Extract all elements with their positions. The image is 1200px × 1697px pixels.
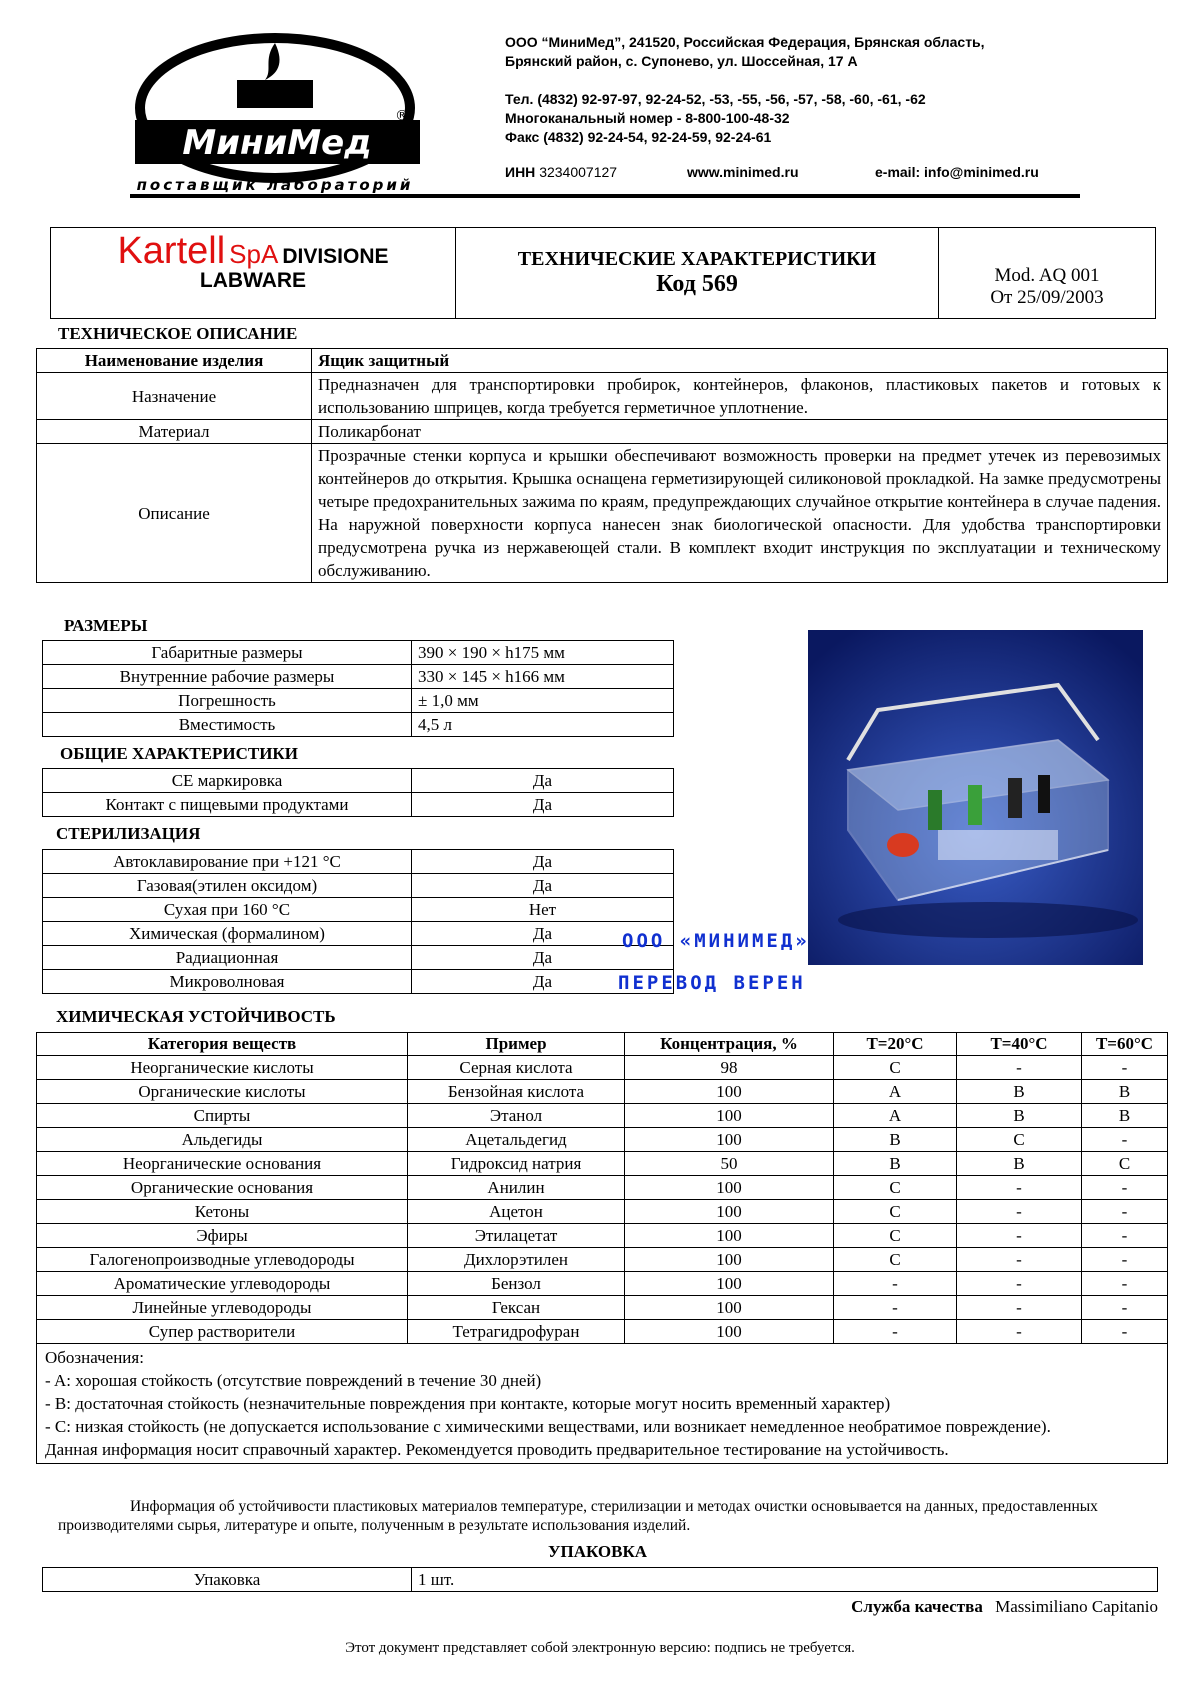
table-row (43, 769, 674, 793)
table-cell: B (834, 1128, 957, 1152)
table-cell: Этанол (408, 1104, 625, 1128)
table-cell: Гидроксид натрия (408, 1152, 625, 1176)
table-row (37, 1272, 1168, 1296)
brand-cell (51, 228, 456, 319)
inn-label: ИНН (505, 164, 536, 180)
table-cell: B (957, 1104, 1082, 1128)
table-row (43, 946, 674, 970)
general-table (42, 768, 674, 817)
table-cell: 100 (625, 1128, 834, 1152)
table-cell: - (1082, 1056, 1168, 1080)
mod-date: От 25/09/2003 (990, 287, 1104, 308)
product-photo (808, 630, 1143, 965)
table-cell: A (834, 1080, 957, 1104)
table-cell: - (957, 1248, 1082, 1272)
material-label: Материал (37, 420, 312, 444)
info-note: Информация об устойчивости пластиковых материалов температуре, стерилизации и методах очистки основывается на данных, предоставленных производителями сырья, литературе и опыте, полученным в результате использования изделий. (58, 1498, 1098, 1534)
table-cell: B (1082, 1080, 1168, 1104)
table-cell: - (957, 1224, 1082, 1248)
steril-label: Газовая(этилен оксидом) (43, 874, 412, 898)
company-contacts (505, 90, 926, 147)
table-cell: - (957, 1272, 1082, 1296)
description-value: Прозрачные стенки корпуса и крышки обеспечивают возможность проверки на предмет утечек из перевозимых контейнеров до открытия. Крышка оснащена герметизирующей силиконовой прокладкой. На замке предусмотрены четыре предохранительных зажима по краям, предупреждающих случайное открытие контейнера в случае падения. На наружной поверхности корпуса нанесен знак биологической опасности. Для удобства транспортировки предусмотрена ручка из нержавеющей стали. В комплект входит инструкция по эксплуатации и техническому обслуживанию. (312, 444, 1168, 583)
material-value: Поликарбонат (312, 420, 1168, 444)
table-cell: Неорганические основания (37, 1152, 408, 1176)
table-cell: B (957, 1080, 1082, 1104)
steril-value: Нет (412, 898, 674, 922)
inn-value: 3234007127 (539, 164, 618, 180)
brand-labware: LABWARE (199, 269, 307, 292)
dim-value: 390 × 190 × h175 мм (412, 641, 674, 665)
sterilization-table (42, 849, 674, 994)
table-cell: 50 (625, 1152, 834, 1176)
table-cell: - (834, 1272, 957, 1296)
table-cell: - (1082, 1224, 1168, 1248)
table-row (37, 1152, 1168, 1176)
steril-value: Да (412, 874, 674, 898)
website-link[interactable]: www.minimed.ru (687, 164, 799, 180)
col-header: T=60°C (1082, 1033, 1168, 1056)
brand-kartell: Kartell (117, 230, 226, 272)
section-heading-general: ОБЩИЕ ХАРАКТЕРИСТИКИ (60, 744, 298, 763)
general-value: Да (412, 793, 674, 817)
steril-value: Да (412, 850, 674, 874)
tech-description-table (36, 348, 1168, 583)
steril-value: Да (412, 946, 674, 970)
table-cell: 100 (625, 1176, 834, 1200)
table-cell: - (957, 1200, 1082, 1224)
table-cell: 98 (625, 1056, 834, 1080)
table-cell: Ароматические углеводороды (37, 1272, 408, 1296)
section-heading-chemical: ХИМИЧЕСКАЯ УСТОЙЧИВОСТЬ (56, 1007, 336, 1026)
table-cell: 100 (625, 1296, 834, 1320)
table-cell: - (1082, 1200, 1168, 1224)
steril-value: Да (412, 970, 674, 994)
table-row (43, 713, 674, 737)
table-cell: Тетрагидрофуран (408, 1320, 625, 1344)
table-cell: Кетоны (37, 1200, 408, 1224)
table-cell: - (1082, 1296, 1168, 1320)
table-cell: C (834, 1224, 957, 1248)
description-label: Описание (37, 444, 312, 583)
table-cell: 100 (625, 1272, 834, 1296)
company-address (505, 33, 985, 71)
doc-title: ТЕХНИЧЕСКИЕ ХАРАКТЕРИСТИКИ (517, 248, 877, 270)
table-row (43, 874, 674, 898)
table-row (37, 1248, 1168, 1272)
table-cell: Ацетальдегид (408, 1128, 625, 1152)
packaging-label: Упаковка (43, 1568, 412, 1592)
table-row (43, 1568, 1158, 1592)
legend-c: - C: низкая стойкость (не допускается использование с химическими веществами, или возникает немедленное необратимое повреждение). (45, 1417, 1051, 1436)
dim-value: 4,5 л (412, 713, 674, 737)
table-header-row (37, 1033, 1168, 1056)
inn-web-email-row (505, 164, 1075, 180)
purpose-value: Предназначен для транспортировки пробирок, контейнеров, флаконов, пластиковых пакетов и готовых к использованию шприцев, когда требуется герметичное уплотнение. (312, 373, 1168, 420)
legend-title: Обозначения: (45, 1348, 144, 1367)
section-heading-dimensions: РАЗМЕРЫ (64, 616, 148, 635)
table-cell: B (957, 1152, 1082, 1176)
col-header: T=40°C (957, 1033, 1082, 1056)
email-link[interactable]: e-mail: info@minimed.ru (875, 164, 1039, 180)
packaging-table (42, 1567, 1158, 1592)
legend-row (37, 1344, 1168, 1464)
purpose-label: Назначение (37, 373, 312, 420)
table-cell: 100 (625, 1104, 834, 1128)
chemical-table (36, 1032, 1168, 1464)
table-cell: Эфиры (37, 1224, 408, 1248)
dim-label: Вместимость (43, 713, 412, 737)
table-row (43, 641, 674, 665)
legend-a: - A: хорошая стойкость (отсутствие повреждений в течение 30 дней) (45, 1371, 542, 1390)
header-divider (130, 194, 1080, 198)
table-cell: Бензол (408, 1272, 625, 1296)
table-cell: 100 (625, 1080, 834, 1104)
dim-value: 330 × 145 × h166 мм (412, 665, 674, 689)
table-cell: - (957, 1176, 1082, 1200)
doc-code: Код 569 (656, 271, 738, 297)
name-label: Наименование изделия (37, 349, 312, 373)
phone-line: Тел. (4832) 92-97-97, 92-24-52, -53, -55, -56, -57, -58, -60, -61, -62 (505, 91, 926, 107)
table-cell: Альдегиды (37, 1128, 408, 1152)
table-row (43, 970, 674, 994)
table-cell: Органические кислоты (37, 1080, 408, 1104)
dim-value: ± 1,0 мм (412, 689, 674, 713)
section-heading-packaging: УПАКОВКА (548, 1542, 648, 1561)
table-cell: - (957, 1056, 1082, 1080)
signature-label: Служба качества (851, 1597, 983, 1616)
table-row (37, 1296, 1168, 1320)
general-value: Да (412, 769, 674, 793)
table-cell: Бензойная кислота (408, 1080, 625, 1104)
brand-divisione: DIVISIONE (282, 245, 389, 268)
table-row (37, 1128, 1168, 1152)
brand-spa: SpA (229, 239, 279, 269)
svg-text:поставщик лабораторий: поставщик лабораторий (136, 176, 414, 194)
name-value: Ящик защитный (312, 349, 1168, 373)
table-cell: 100 (625, 1200, 834, 1224)
table-cell: C (834, 1248, 957, 1272)
table-cell: - (1082, 1176, 1168, 1200)
col-header: Концентрация, % (625, 1033, 834, 1056)
table-cell: 100 (625, 1320, 834, 1344)
table-row (37, 1200, 1168, 1224)
dim-label: Погрешность (43, 689, 412, 713)
table-cell: Дихлорэтилен (408, 1248, 625, 1272)
svg-text:МиниМед: МиниМед (182, 123, 372, 163)
col-header: Пример (408, 1033, 625, 1056)
dim-label: Габаритные размеры (43, 641, 412, 665)
table-cell: C (834, 1056, 957, 1080)
table-cell: - (1082, 1248, 1168, 1272)
table-row (43, 665, 674, 689)
company-line: Брянский район, с. Супонево, ул. Шоссейная, 17 А (505, 53, 858, 69)
doc-header-box (50, 227, 1156, 319)
svg-text:®: ® (395, 108, 409, 124)
table-cell: B (1082, 1104, 1168, 1128)
table-row (43, 898, 674, 922)
multichannel-line: Многоканальный номер - 8-800-100-48-32 (505, 110, 790, 126)
dim-label: Внутренние рабочие размеры (43, 665, 412, 689)
company-logo (125, 28, 430, 198)
table-cell: C (957, 1128, 1082, 1152)
steril-value: Да (412, 922, 674, 946)
table-cell: 100 (625, 1224, 834, 1248)
section-heading-tech: ТЕХНИЧЕСКОЕ ОПИСАНИЕ (58, 324, 298, 343)
table-cell: Органические основания (37, 1176, 408, 1200)
mod-number: Mod. AQ 001 (994, 265, 1100, 286)
company-line: ООО “МиниМед”, 241520, Российская Федерация, Брянская область, (505, 34, 985, 50)
table-row (37, 1176, 1168, 1200)
steril-label: Автоклавирование при +121 °С (43, 850, 412, 874)
table-cell: C (1082, 1152, 1168, 1176)
translation-stamp-line2: ПЕРЕВОД ВЕРЕН (618, 972, 806, 994)
table-cell: Серная кислота (408, 1056, 625, 1080)
table-cell: 100 (625, 1248, 834, 1272)
table-row (43, 689, 674, 713)
steril-label: Сухая при 160 °С (43, 898, 412, 922)
table-cell: A (834, 1104, 957, 1128)
legend-cell (37, 1344, 1168, 1464)
table-cell: Супер растворители (37, 1320, 408, 1344)
packaging-value: 1 шт. (412, 1568, 1158, 1592)
general-label: СЕ маркировка (43, 769, 412, 793)
col-header: Категория веществ (37, 1033, 408, 1056)
section-heading-sterilization: СТЕРИЛИЗАЦИЯ (56, 824, 201, 843)
signature-line (851, 1597, 1158, 1617)
title-cell (456, 228, 939, 319)
mod-cell (939, 228, 1156, 319)
table-cell: Неорганические кислоты (37, 1056, 408, 1080)
table-cell: Анилин (408, 1176, 625, 1200)
legend-b: - B: достаточная стойкость (незначительные повреждения при контакте, которые могут носить временный характер) (45, 1394, 891, 1413)
table-cell: Гексан (408, 1296, 625, 1320)
table-cell: Линейные углеводороды (37, 1296, 408, 1320)
table-cell: Этилацетат (408, 1224, 625, 1248)
col-header: T=20°C (834, 1033, 957, 1056)
table-cell: Галогенопроизводные углеводороды (37, 1248, 408, 1272)
table-row (43, 793, 674, 817)
table-cell: - (1082, 1320, 1168, 1344)
dimensions-table (42, 640, 674, 737)
fax-line: Факс (4832) 92-24-54, 92-24-59, 92-24-61 (505, 129, 772, 145)
table-cell: Ацетон (408, 1200, 625, 1224)
table-cell: - (957, 1296, 1082, 1320)
table-cell: - (834, 1296, 957, 1320)
general-label: Контакт с пищевыми продуктами (43, 793, 412, 817)
table-cell: - (834, 1320, 957, 1344)
footer-note: Этот документ представляет собой электронную версию: подпись не требуется. (345, 1640, 855, 1656)
table-cell: B (834, 1152, 957, 1176)
signature-name: Massimiliano Capitanio (995, 1597, 1158, 1616)
table-row (43, 850, 674, 874)
legend-note: Данная информация носит справочный характер. Рекомендуется проводить предварительное тестирование на устойчивость. (45, 1440, 949, 1459)
table-row (37, 1104, 1168, 1128)
table-row (37, 1320, 1168, 1344)
table-cell: - (957, 1320, 1082, 1344)
steril-label: Химическая (формалином) (43, 922, 412, 946)
table-row (43, 922, 674, 946)
steril-label: Радиационная (43, 946, 412, 970)
table-cell: C (834, 1200, 957, 1224)
table-cell: Спирты (37, 1104, 408, 1128)
steril-label: Микроволновая (43, 970, 412, 994)
table-row (37, 1224, 1168, 1248)
table-cell: C (834, 1176, 957, 1200)
translation-stamp-line1: ООО «МИНИМЕД» (622, 930, 810, 952)
table-cell: - (1082, 1272, 1168, 1296)
table-row (37, 1056, 1168, 1080)
table-row (37, 1080, 1168, 1104)
table-cell: - (1082, 1128, 1168, 1152)
